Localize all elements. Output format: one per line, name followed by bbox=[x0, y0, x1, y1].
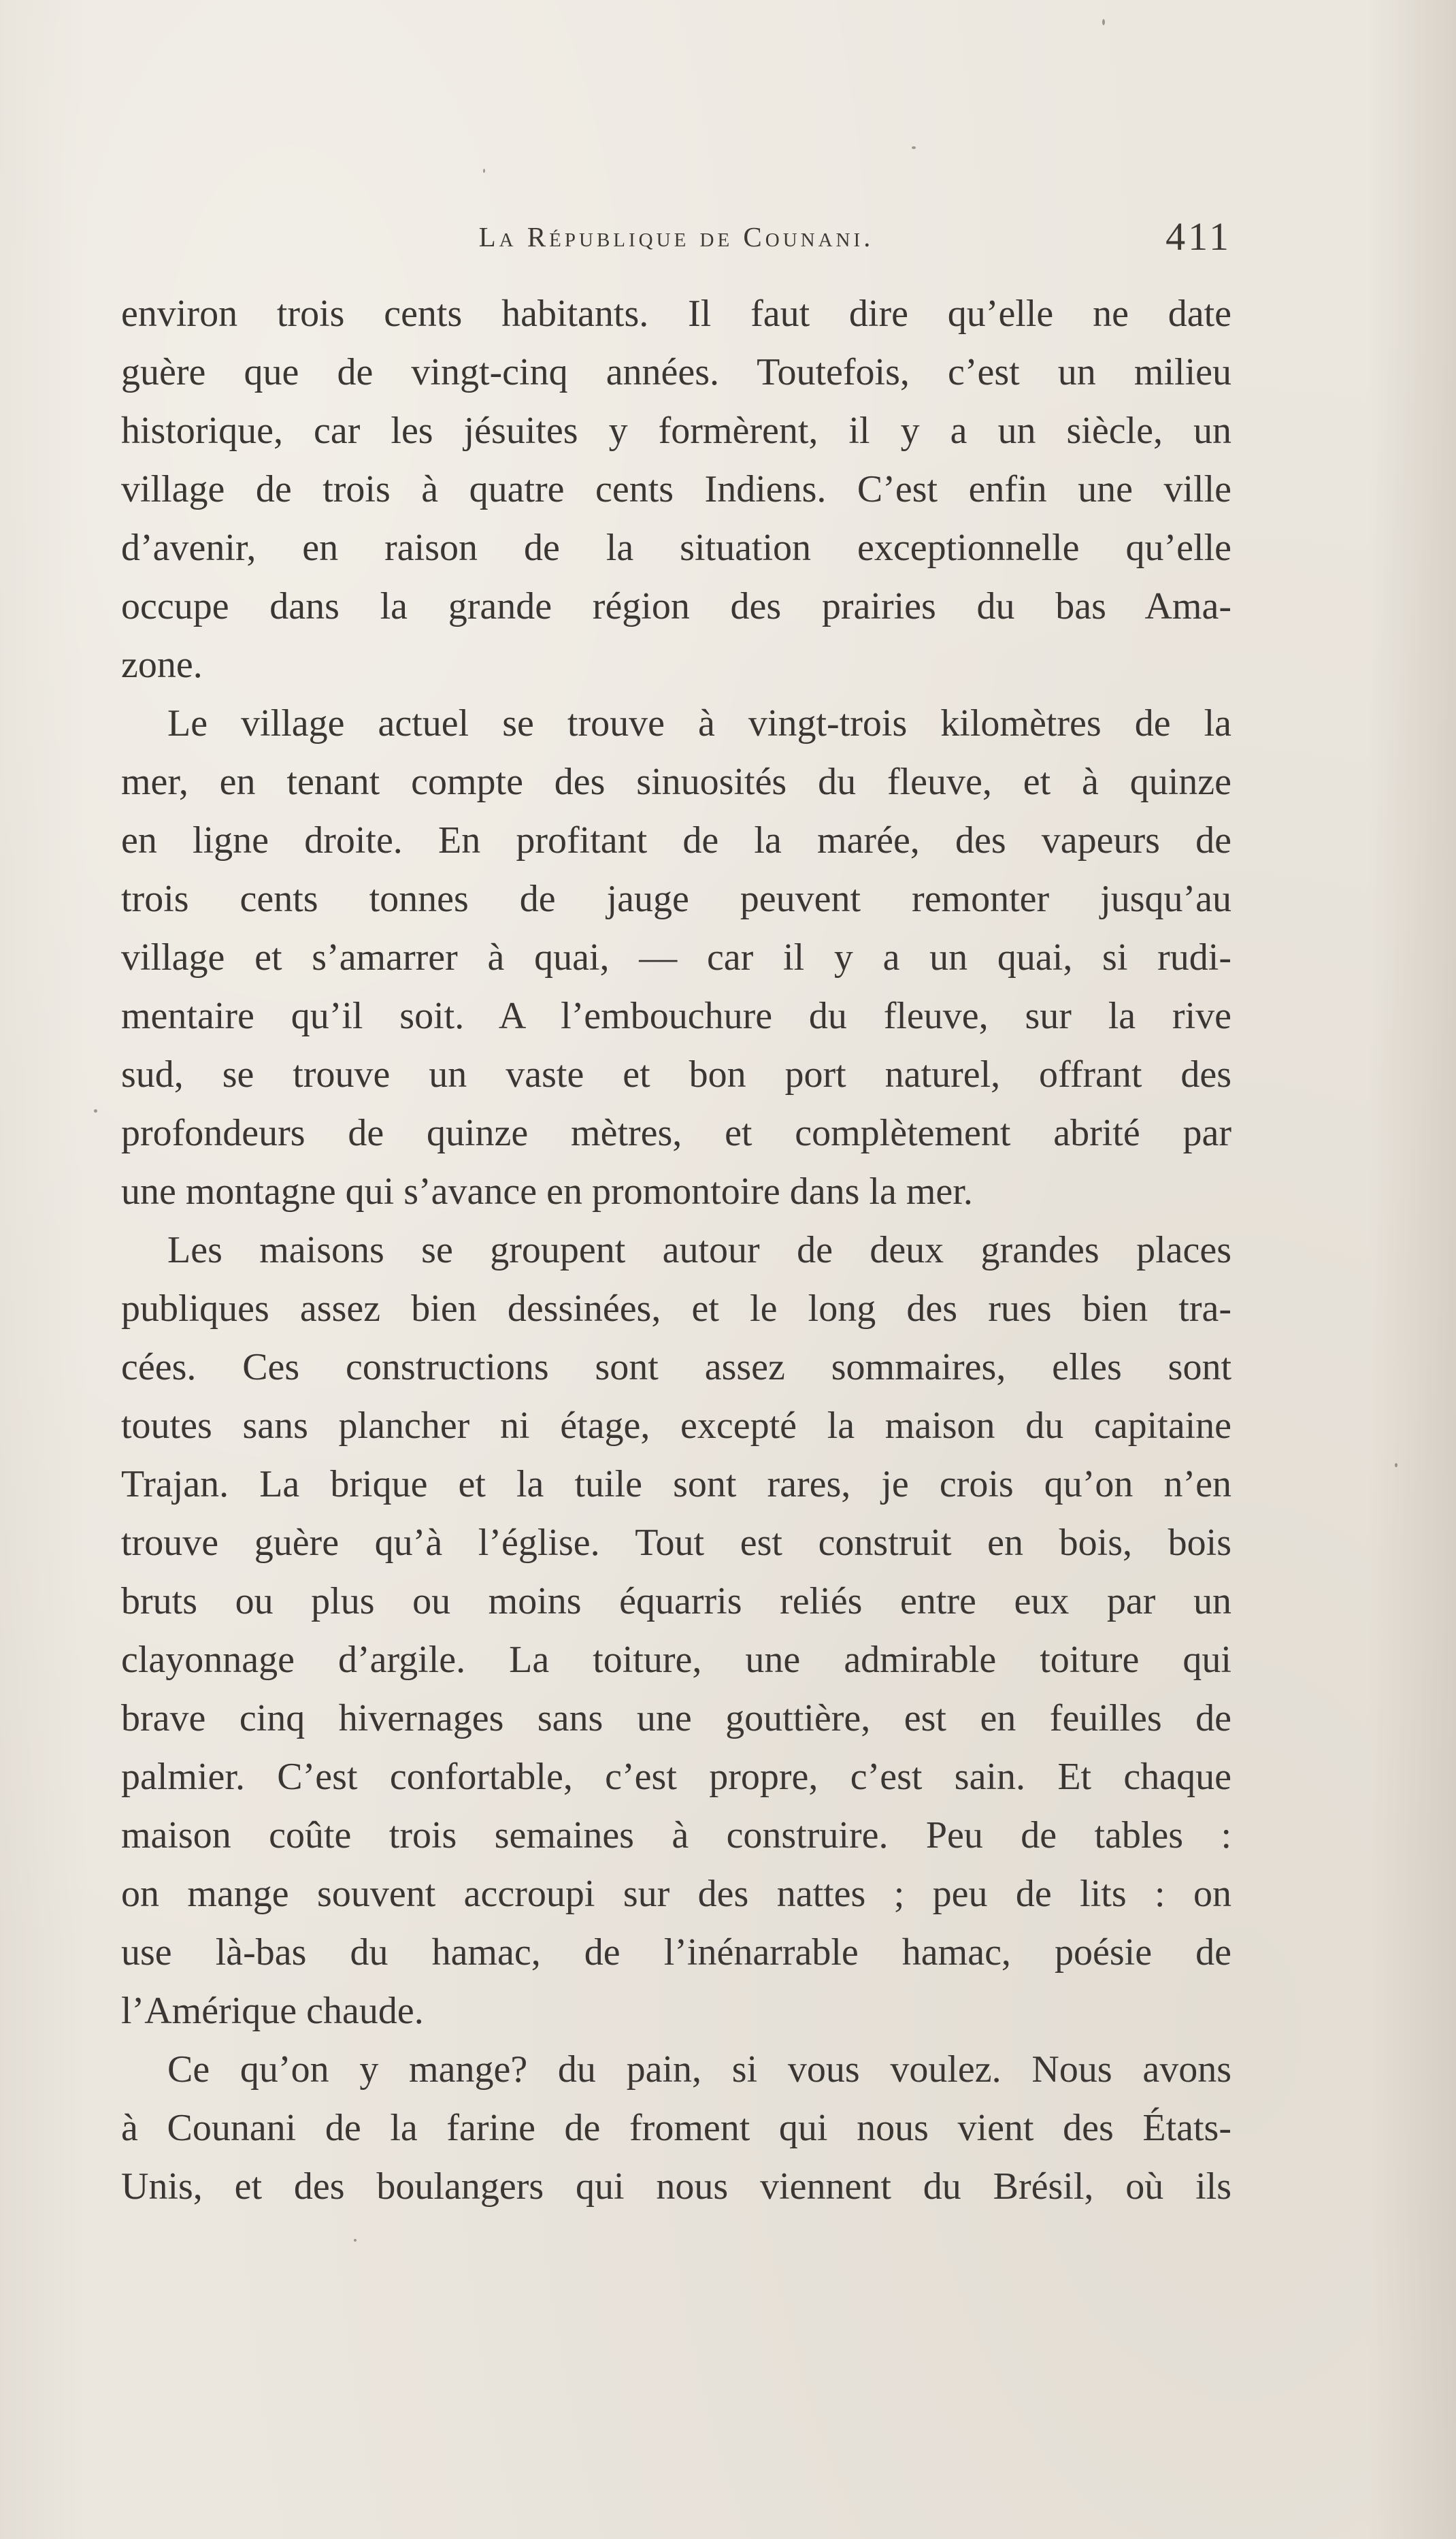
text-line: cées. Ces constructions sont assez sommaires, elles sont bbox=[121, 1346, 1231, 1388]
text-line: brave cinq hivernages sans une gouttière, est en feuilles de bbox=[121, 1697, 1231, 1739]
text-line: en ligne droite. En profitant de la marée, des vapeurs de bbox=[121, 819, 1231, 862]
paper-speck bbox=[354, 2239, 357, 2242]
paper-speck bbox=[912, 146, 916, 149]
text-line: mer, en tenant compte des sinuosités du fleuve, et à quinze bbox=[121, 761, 1231, 803]
text-line: bruts ou plus ou moins équarris reliés entre eux par un bbox=[121, 1580, 1231, 1622]
text-line: on mange souvent accroupi sur des nattes ; peu de lits : on bbox=[121, 1873, 1231, 1915]
text-line: Trajan. La brique et la tuile sont rares, je crois qu’on n’en bbox=[121, 1463, 1231, 1505]
text-line: Unis, et des boulangers qui nous viennent du Brésil, où ils bbox=[121, 2165, 1231, 2208]
text-line: Le village actuel se trouve à vingt-trois kilomètres de la bbox=[167, 702, 1231, 744]
paper-speck bbox=[1395, 1463, 1397, 1467]
body-text bbox=[121, 284, 1231, 2216]
text-line: trois cents tonnes de jauge peuvent remonter jusqu’au bbox=[121, 878, 1231, 920]
text-line: village et s’amarrer à quai, — car il y a un quai, si rudi- bbox=[121, 936, 1231, 979]
text-line: à Counani de la farine de froment qui nous vient des États- bbox=[121, 2107, 1231, 2149]
text-line: guère que de vingt-cinq années. Toutefois, c’est un milieu bbox=[121, 351, 1231, 393]
text-line: occupe dans la grande région des prairies du bas Ama- bbox=[121, 585, 1231, 627]
running-title: La République de Counani. bbox=[478, 221, 874, 252]
text-line: maison coûte trois semaines à construire. Peu de tables : bbox=[121, 1814, 1231, 1856]
text-line: publiques assez bien dessinées, et le long des rues bien tra- bbox=[121, 1288, 1231, 1330]
text-line: l’Amérique chaude. bbox=[121, 1990, 424, 2032]
text-line: d’avenir, en raison de la situation exceptionnelle qu’elle bbox=[121, 527, 1231, 569]
text-line: profondeurs de quinze mètres, et complètement abrité par bbox=[121, 1112, 1231, 1154]
text-line: zone. bbox=[121, 644, 203, 686]
text-line: use là-bas du hamac, de l’inénarrable hamac, poésie de bbox=[121, 1931, 1231, 1973]
paper-speck bbox=[1102, 19, 1105, 25]
text-line: trouve guère qu’à l’église. Tout est construit en bois, bois bbox=[121, 1522, 1231, 1564]
text-line: environ trois cents habitants. Il faut dire qu’elle ne date bbox=[121, 293, 1231, 335]
text-line: historique, car les jésuites y formèrent, il y a un siècle, un bbox=[121, 410, 1231, 452]
text-line: mentaire qu’il soit. A l’embouchure du fleuve, sur la rive bbox=[121, 995, 1231, 1037]
running-head bbox=[121, 210, 1231, 264]
page-number: 411 bbox=[1165, 214, 1231, 259]
text-line: une montagne qui s’avance en promontoire dans la mer. bbox=[121, 1170, 973, 1213]
text-line: Les maisons se groupent autour de deux grandes places bbox=[167, 1229, 1231, 1271]
text-line: toutes sans plancher ni étage, excepté la maison du capitaine bbox=[121, 1405, 1231, 1447]
text-line: Ce qu’on y mange? du pain, si vous voulez. Nous avons bbox=[167, 2048, 1231, 2091]
text-line: clayonnage d’argile. La toiture, une admirable toiture qui bbox=[121, 1639, 1231, 1681]
text-line: village de trois à quatre cents Indiens. C’est enfin une ville bbox=[121, 468, 1231, 510]
paper-speck bbox=[94, 1109, 97, 1113]
text-line: sud, se trouve un vaste et bon port naturel, offrant des bbox=[121, 1053, 1231, 1096]
paper-speck bbox=[483, 169, 485, 173]
text-line: palmier. C’est confortable, c’est propre, c’est sain. Et chaque bbox=[121, 1756, 1231, 1798]
